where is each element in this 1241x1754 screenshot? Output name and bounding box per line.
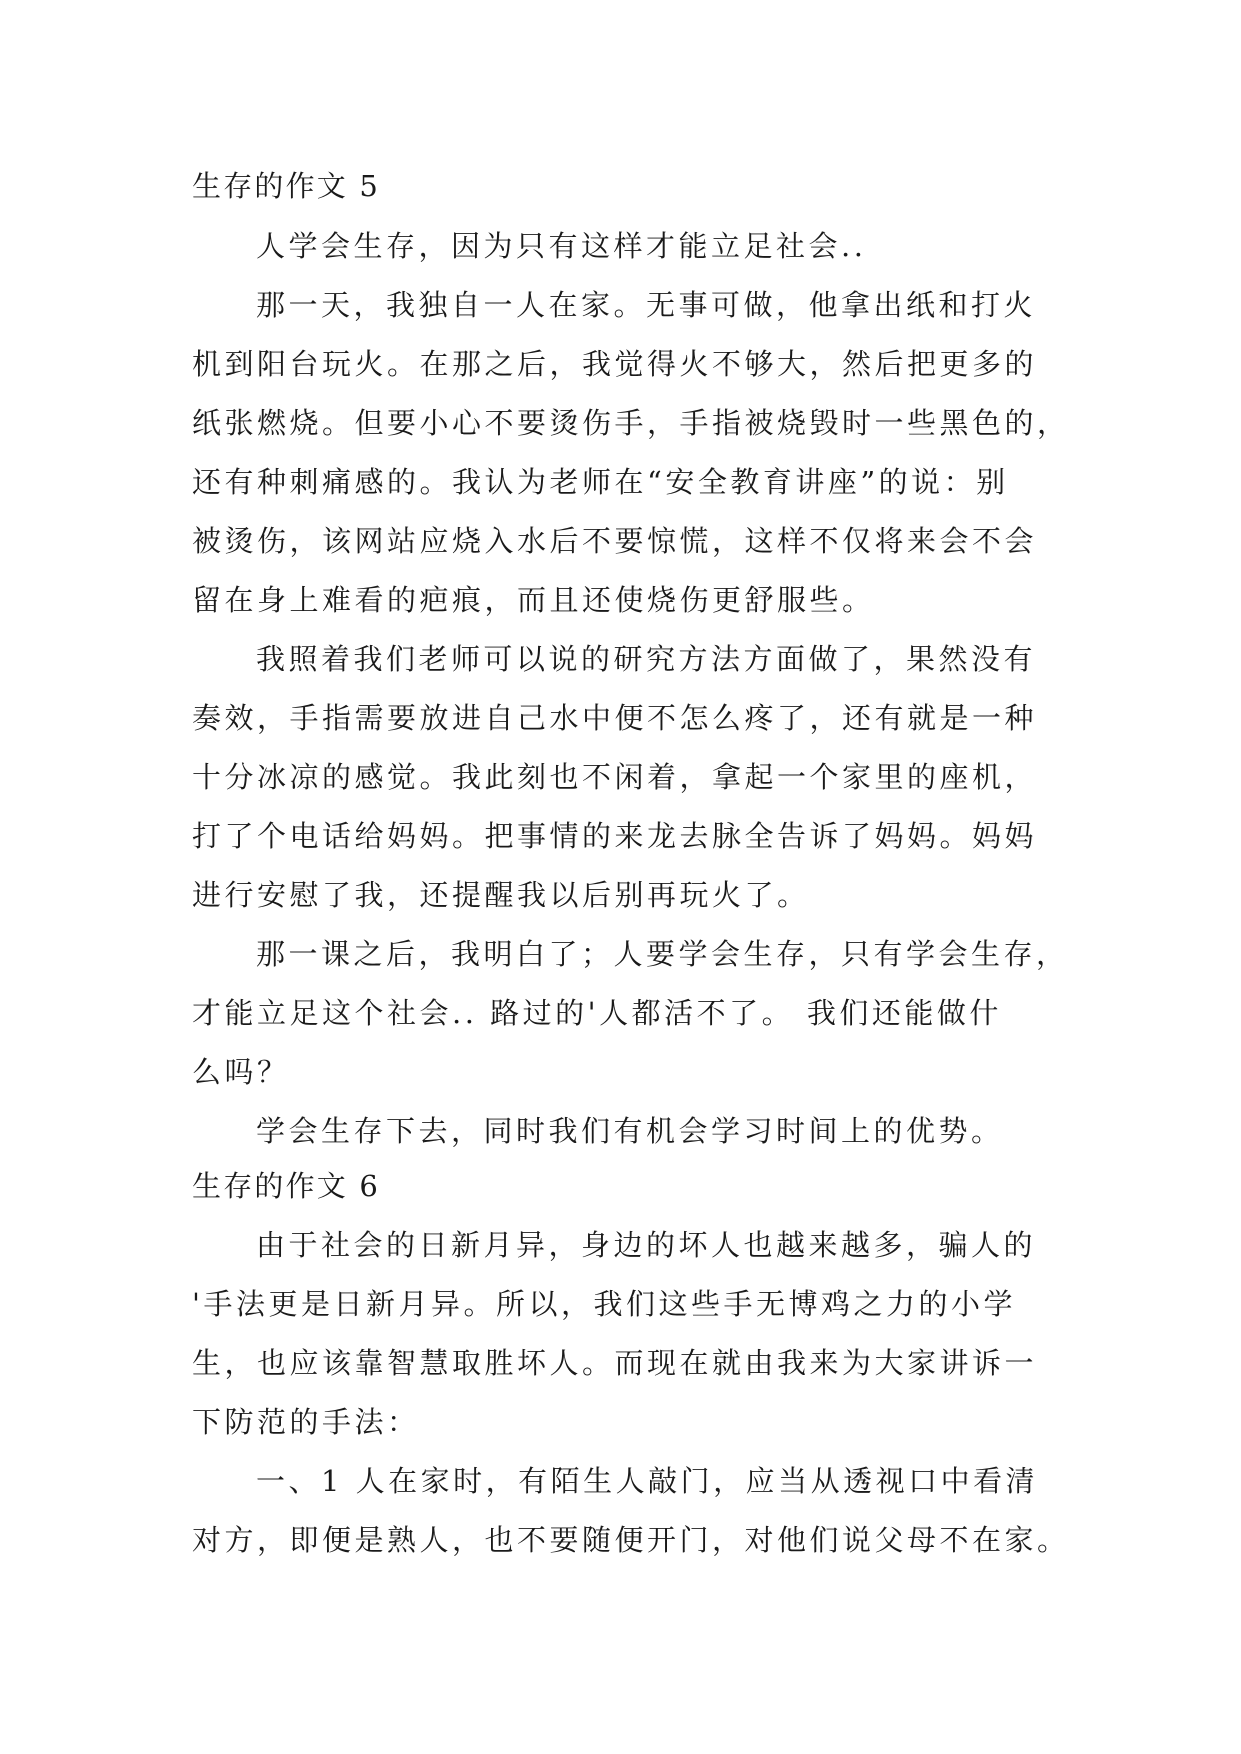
paragraph-line: 一、1 人在家时，有陌生人敲门，应当从透视口中看清 (256, 1464, 1039, 1498)
paragraph-line: 进行安慰了我，还提醒我以后别再玩火了。 (192, 878, 810, 912)
paragraph-line: 纸张燃烧。但要小心不要烫伤手，手指被烧毁时一些黑色的， (192, 406, 1070, 440)
paragraph-line: 打了个电话给妈妈。把事情的来龙去脉全告诉了妈妈。妈妈 (192, 819, 1038, 853)
paragraph-line: 那一天，我独自一人在家。无事可做，他拿出纸和打火 (256, 288, 1037, 322)
paragraph-line: 人学会生存，因为只有这样才能立足社会.. (256, 229, 867, 263)
paragraph-line: 下防范的手法： (192, 1405, 420, 1439)
paragraph-line: 奏效，手指需要放进自己水中便不怎么疼了，还有就是一种 (192, 701, 1038, 735)
paragraph-line: 学会生存下去，同时我们有机会学习时间上的优势。 (256, 1114, 1004, 1148)
paragraph-line: 十分冰凉的感觉。我此刻也不闲着，拿起一个家里的座机， (192, 760, 1038, 794)
paragraph-line: 由于社会的日新月异，身边的坏人也越来越多，骗人的 (256, 1228, 1037, 1262)
paragraph-line: 对方，即便是熟人，也不要随便开门，对他们说父母不在家。 (192, 1523, 1070, 1557)
essay-heading-5: 生存的作文 5 (192, 169, 381, 203)
paragraph-line: 么吗？ (192, 1055, 290, 1089)
paragraph-line: 还有种刺痛感的。我认为老师在“安全教育讲座”的说：别 (192, 465, 1009, 499)
paragraph-line: 那一课之后，我明白了；人要学会生存，只有学会生存， (256, 937, 1069, 971)
paragraph-line: 被烫伤，该网站应烧入水后不要惊慌，这样不仅将来会不会 (192, 524, 1038, 558)
paragraph-line: '手法更是日新月异。所以，我们这些手无博鸡之力的小学 (192, 1287, 1016, 1321)
paragraph-line: 才能立足这个社会.. 路过的'人都活不了。 我们还能做什 (192, 996, 1002, 1030)
paragraph-line: 留在身上难看的疤痕，而且还使烧伤更舒服些。 (192, 583, 875, 617)
paragraph-line: 机到阳台玩火。在那之后，我觉得火不够大，然后把更多的 (192, 347, 1038, 381)
paragraph-line: 我照着我们老师可以说的研究方法方面做了，果然没有 (256, 642, 1037, 676)
essay-heading-6: 生存的作文 6 (192, 1169, 381, 1203)
paragraph-line: 生，也应该靠智慧取胜坏人。而现在就由我来为大家讲诉一 (192, 1346, 1038, 1380)
